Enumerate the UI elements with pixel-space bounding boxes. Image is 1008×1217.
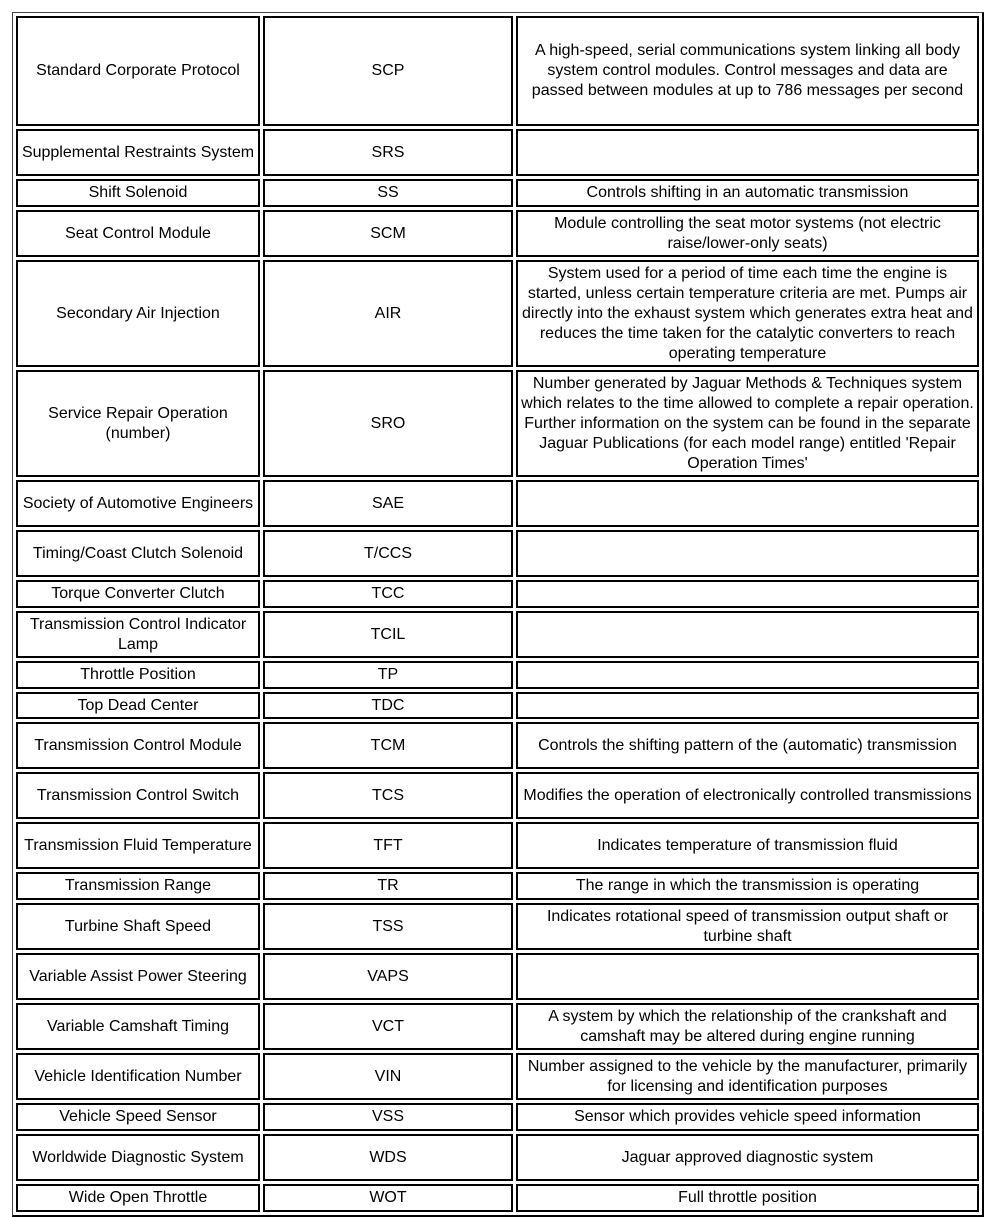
description-cell: The range in which the transmission is operating: [516, 872, 979, 900]
abbreviation-cell: TCC: [263, 580, 513, 608]
description-cell: Controls shifting in an automatic transmission: [516, 179, 979, 207]
abbreviation-cell: TDC: [263, 692, 513, 719]
abbreviation-cell: VCT: [263, 1003, 513, 1050]
abbreviation-cell: WDS: [263, 1134, 513, 1181]
term-cell: Vehicle Identification Number: [16, 1053, 260, 1100]
description-cell: Full throttle position: [516, 1184, 979, 1212]
abbreviation-cell: WOT: [263, 1184, 513, 1212]
table-row: [16, 480, 979, 527]
description-cell: Sensor which provides vehicle speed information: [516, 1103, 979, 1131]
abbreviation-cell: TP: [263, 661, 513, 689]
table-row: [16, 772, 979, 819]
description-cell: System used for a period of time each time the engine is started, unless certain temperature criteria are met. Pumps air directly into the exhaust system which generates extra heat and reduces the time taken for the catalytic converters to reach operating temperature: [516, 260, 979, 367]
term-cell: Transmission Control Indicator Lamp: [16, 611, 260, 658]
description-cell: Indicates rotational speed of transmission output shaft or turbine shaft: [516, 903, 979, 950]
term-cell: Supplemental Restraints System: [16, 129, 260, 176]
abbreviation-cell: T/CCS: [263, 530, 513, 577]
abbreviation-cell: TCS: [263, 772, 513, 819]
table-row: [16, 1003, 979, 1050]
description-cell: [516, 129, 979, 176]
description-cell: Modifies the operation of electronically controlled transmissions: [516, 772, 979, 819]
abbreviation-cell: TFT: [263, 822, 513, 869]
table-row: [16, 210, 979, 257]
table-row: [16, 1053, 979, 1100]
description-cell: [516, 480, 979, 527]
table-row: [16, 872, 979, 900]
abbreviation-cell: SRO: [263, 370, 513, 477]
abbreviation-cell: VAPS: [263, 953, 513, 1000]
term-cell: Shift Solenoid: [16, 179, 260, 207]
abbreviation-cell: AIR: [263, 260, 513, 367]
description-cell: [516, 530, 979, 577]
term-cell: Worldwide Diagnostic System: [16, 1134, 260, 1181]
description-cell: [516, 692, 979, 719]
term-cell: Secondary Air Injection: [16, 260, 260, 367]
description-cell: [516, 580, 979, 608]
term-cell: Transmission Range: [16, 872, 260, 900]
term-cell: Top Dead Center: [16, 692, 260, 719]
term-cell: Variable Assist Power Steering: [16, 953, 260, 1000]
abbreviation-cell: SCM: [263, 210, 513, 257]
description-cell: Jaguar approved diagnostic system: [516, 1134, 979, 1181]
abbreviation-cell: SRS: [263, 129, 513, 176]
term-cell: Seat Control Module: [16, 210, 260, 257]
abbreviation-cell: SAE: [263, 480, 513, 527]
term-cell: Society of Automotive Engineers: [16, 480, 260, 527]
table-row: [16, 903, 979, 950]
term-cell: Standard Corporate Protocol: [16, 16, 260, 126]
abbreviation-cell: TSS: [263, 903, 513, 950]
table-row: [16, 692, 979, 719]
description-cell: A system by which the relationship of the crankshaft and camshaft may be altered during engine running: [516, 1003, 979, 1050]
glossary-table: [12, 12, 984, 1217]
table-row: [16, 129, 979, 176]
abbreviation-cell: SCP: [263, 16, 513, 126]
description-cell: [516, 953, 979, 1000]
table-row: [16, 260, 979, 367]
description-cell: Number assigned to the vehicle by the manufacturer, primarily for licensing and identification purposes: [516, 1053, 979, 1100]
description-cell: Module controlling the seat motor systems (not electric raise/lower-only seats): [516, 210, 979, 257]
table-row: [16, 1103, 979, 1131]
abbreviation-cell: VSS: [263, 1103, 513, 1131]
table-row: [16, 1184, 979, 1212]
term-cell: Throttle Position: [16, 661, 260, 689]
term-cell: Variable Camshaft Timing: [16, 1003, 260, 1050]
abbreviation-cell: TCM: [263, 722, 513, 769]
abbreviation-cell: TCIL: [263, 611, 513, 658]
description-cell: Number generated by Jaguar Methods & Techniques system which relates to the time allowed to complete a repair operation. Further information on the system can be found in the separate Jaguar Publications (for each model range) entitled 'Repair Operation Times': [516, 370, 979, 477]
abbreviation-cell: TR: [263, 872, 513, 900]
term-cell: Transmission Control Module: [16, 722, 260, 769]
table-row: [16, 953, 979, 1000]
description-cell: Controls the shifting pattern of the (automatic) transmission: [516, 722, 979, 769]
description-cell: A high-speed, serial communications system linking all body system control modules. Control messages and data are passed between modules at up to 786 messages per second: [516, 16, 979, 126]
table-row: [16, 179, 979, 207]
glossary-table-body: [16, 16, 979, 1212]
description-cell: Indicates temperature of transmission fluid: [516, 822, 979, 869]
description-cell: [516, 661, 979, 689]
table-row: [16, 661, 979, 689]
abbreviation-cell: VIN: [263, 1053, 513, 1100]
term-cell: Timing/Coast Clutch Solenoid: [16, 530, 260, 577]
term-cell: Service Repair Operation (number): [16, 370, 260, 477]
table-row: [16, 530, 979, 577]
table-row: [16, 822, 979, 869]
term-cell: Turbine Shaft Speed: [16, 903, 260, 950]
table-row: [16, 611, 979, 658]
table-row: [16, 580, 979, 608]
table-row: [16, 722, 979, 769]
term-cell: Transmission Fluid Temperature: [16, 822, 260, 869]
table-row: [16, 16, 979, 126]
term-cell: Vehicle Speed Sensor: [16, 1103, 260, 1131]
abbreviation-cell: SS: [263, 179, 513, 207]
table-row: [16, 370, 979, 477]
term-cell: Torque Converter Clutch: [16, 580, 260, 608]
term-cell: Transmission Control Switch: [16, 772, 260, 819]
term-cell: Wide Open Throttle: [16, 1184, 260, 1212]
description-cell: [516, 611, 979, 658]
table-row: [16, 1134, 979, 1181]
